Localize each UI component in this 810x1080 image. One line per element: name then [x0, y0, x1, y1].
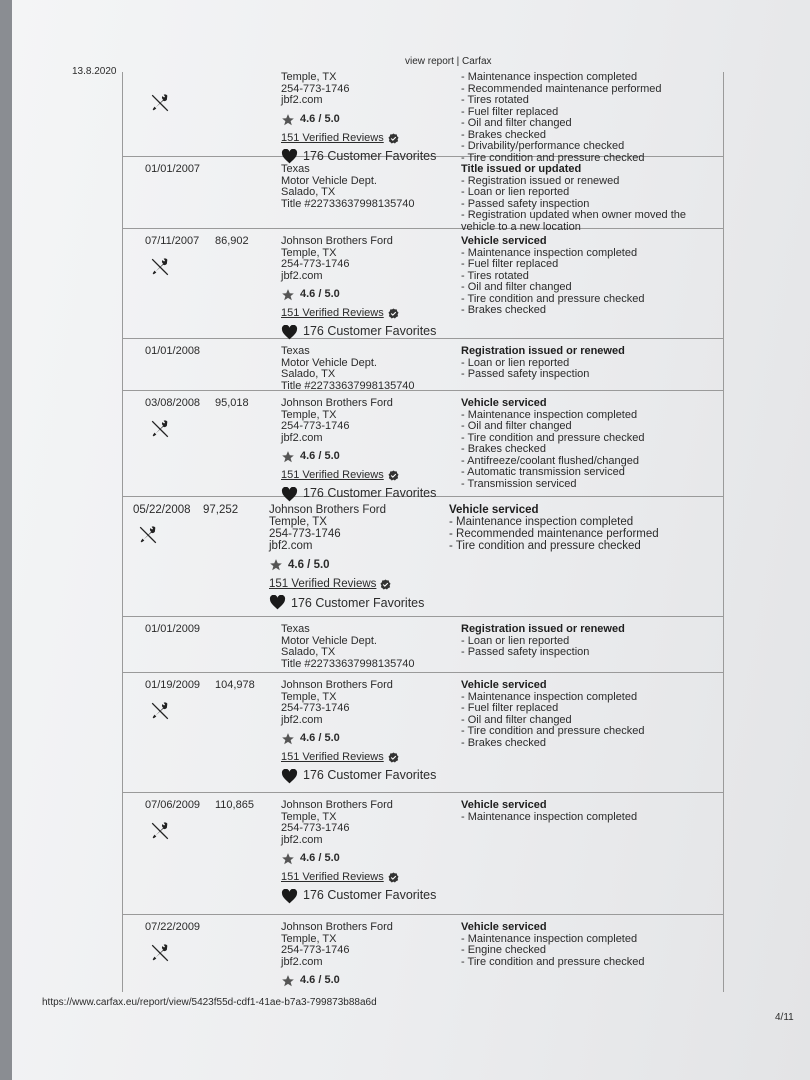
- history-record: [123, 792, 723, 915]
- details-title: Vehicle serviced: [461, 921, 547, 933]
- source-line: 254-773-1746: [281, 420, 350, 432]
- wrench-screwdriver-icon: [149, 418, 171, 440]
- rating: [281, 113, 461, 127]
- wrench-screwdriver-icon: [149, 700, 171, 722]
- history-table: [122, 72, 724, 992]
- history-record: [123, 672, 723, 793]
- source-line: Motor Vehicle Dept.: [281, 356, 377, 369]
- record-source: [281, 800, 461, 904]
- detail-line: - Tire condition and pressure checked: [461, 431, 645, 444]
- history-record: [123, 914, 723, 992]
- detail-line: - Passed safety inspection: [461, 197, 590, 210]
- verified-reviews-link[interactable]: [281, 470, 461, 482]
- record-details: [461, 624, 721, 659]
- record-details: [461, 72, 721, 164]
- customer-favorites: [281, 769, 461, 784]
- record-date: 01/01/2009: [145, 623, 201, 635]
- record-details: [461, 236, 721, 317]
- source-line: jbf2.com: [281, 431, 323, 444]
- check-badge-icon: [380, 579, 391, 590]
- record-details: [461, 346, 721, 381]
- history-record: [123, 72, 723, 164]
- wrench-screwdriver-icon: [149, 820, 171, 842]
- detail-line: - Tire condition and pressure checked: [461, 292, 645, 305]
- detail-line: - Fuel filter replaced: [461, 105, 559, 118]
- source-line: Salado, TX: [281, 646, 336, 658]
- source-line: jbf2.com: [281, 955, 323, 968]
- detail-line: - Registration issued or renewed: [461, 174, 620, 187]
- wrench-screwdriver-icon: [149, 92, 171, 114]
- record-details: [461, 164, 721, 233]
- record-source: [281, 922, 461, 988]
- source-line: Temple, TX: [281, 690, 337, 703]
- record-details: [461, 680, 721, 749]
- star-icon: [281, 450, 295, 464]
- source-line: Temple, TX: [281, 246, 337, 259]
- detail-line: - Maintenance inspection completed: [461, 690, 638, 703]
- verified-reviews-link[interactable]: [281, 872, 461, 884]
- favorites-label: 176 Customer Favorites: [303, 324, 437, 339]
- detail-line: - Automatic transmission serviced: [461, 466, 625, 478]
- detail-line: - Recommended maintenance performed: [461, 82, 662, 95]
- detail-line: - Transmission serviced: [461, 477, 577, 490]
- star-icon: [269, 558, 283, 572]
- record-date: 07/22/2009: [145, 921, 201, 933]
- rating: [281, 974, 461, 988]
- print-date: 13.8.2020: [72, 66, 117, 77]
- rating: [281, 852, 461, 866]
- record-date: 03/08/2008: [145, 397, 201, 409]
- detail-line: - Maintenance inspection completed: [461, 408, 638, 421]
- record-source: [281, 346, 461, 392]
- favorites-label: 176 Customer Favorites: [291, 595, 425, 610]
- history-record: [123, 338, 723, 391]
- favorites-label: 176 Customer Favorites: [303, 888, 437, 903]
- detail-line: - Tire condition and pressure checked: [461, 725, 645, 737]
- detail-line: - Maintenance inspection completed: [461, 932, 638, 945]
- rating: [281, 450, 461, 464]
- check-badge-icon: [388, 133, 399, 144]
- source-line: Johnson Brothers Ford: [281, 235, 393, 247]
- record-source: [281, 236, 461, 340]
- detail-line: - Maintenance inspection completed: [461, 72, 638, 83]
- customer-favorites: [281, 889, 461, 904]
- customer-favorites: [269, 595, 449, 610]
- detail-line: - Fuel filter replaced: [461, 702, 559, 714]
- record-odometer: 86,902: [215, 235, 249, 247]
- verified-reviews-link[interactable]: [281, 133, 461, 145]
- detail-line: - Tires rotated: [461, 269, 529, 282]
- detail-line: - Brakes checked: [461, 443, 546, 455]
- source-line: Texas: [281, 163, 310, 175]
- rating-value: 4.6 / 5.0: [300, 288, 340, 301]
- source-line: Temple, TX: [281, 408, 337, 421]
- record-date: 07/06/2009: [145, 799, 201, 811]
- record-details: [461, 398, 721, 490]
- check-badge-icon: [388, 470, 399, 481]
- detail-line: - Tire condition and pressure checked: [461, 151, 645, 164]
- detail-line: - Tires rotated: [461, 94, 529, 106]
- reviews-label[interactable]: 151 Verified Reviews: [281, 871, 384, 883]
- favorites-label: 176 Customer Favorites: [303, 486, 437, 501]
- source-line: 254-773-1746: [281, 702, 350, 714]
- record-source: [281, 680, 461, 784]
- record-date: 05/22/2008: [133, 504, 191, 516]
- source-line: Temple, TX: [281, 72, 337, 83]
- source-line: Motor Vehicle Dept.: [281, 174, 377, 187]
- rating-value: 4.6 / 5.0: [300, 852, 340, 865]
- verified-reviews-link[interactable]: [281, 752, 461, 764]
- details-title: Vehicle serviced: [461, 679, 547, 691]
- reviews-label[interactable]: 151 Verified Reviews: [281, 751, 384, 763]
- rating-value: 4.6 / 5.0: [300, 112, 340, 125]
- source-line: Motor Vehicle Dept.: [281, 634, 377, 647]
- detail-line: - Fuel filter replaced: [461, 258, 559, 270]
- rating-value: 4.6 / 5.0: [288, 559, 330, 571]
- source-line: Temple, TX: [269, 516, 327, 528]
- detail-line: - Loan or lien reported: [461, 186, 570, 198]
- record-source: [269, 504, 449, 610]
- detail-line: - Tire condition and pressure checked: [449, 540, 641, 552]
- check-badge-icon: [388, 752, 399, 763]
- wrench-screwdriver-icon: [149, 942, 171, 964]
- history-record: [123, 228, 723, 339]
- source-line: Title #22733637998135740: [281, 197, 415, 210]
- check-badge-icon: [388, 308, 399, 319]
- source-line: 254-773-1746: [281, 822, 350, 834]
- detail-line: - Maintenance inspection completed: [461, 810, 638, 823]
- source-line: Johnson Brothers Ford: [281, 397, 393, 409]
- source-line: jbf2.com: [269, 540, 313, 552]
- record-source: [281, 164, 461, 210]
- record-odometer: 97,252: [203, 504, 239, 516]
- star-icon: [281, 288, 295, 302]
- favorites-label: 176 Customer Favorites: [303, 768, 437, 783]
- reviews-label[interactable]: 151 Verified Reviews: [281, 307, 384, 319]
- details-title: Vehicle serviced: [449, 504, 539, 516]
- record-date: 01/01/2008: [145, 345, 201, 357]
- report-url: https://www.carfax.eu/report/view/5423f55d-cdf1-41ae-b7a3-799873b88a6d: [42, 997, 377, 1008]
- star-icon: [281, 732, 295, 746]
- detail-line: - Oil and filter changed: [461, 281, 572, 293]
- source-line: Salado, TX: [281, 186, 336, 198]
- source-line: Title #22733637998135740: [281, 657, 415, 670]
- detail-line: vehicle to a new location: [461, 220, 581, 233]
- rating: [269, 558, 449, 572]
- record-details: [461, 800, 721, 823]
- detail-line: - Maintenance inspection completed: [461, 246, 638, 259]
- record-date: 01/01/2007: [145, 163, 201, 175]
- detail-line: - Maintenance inspection completed: [449, 516, 634, 528]
- source-line: Johnson Brothers Ford: [281, 679, 393, 691]
- source-line: Salado, TX: [281, 368, 336, 380]
- record-odometer: 110,865: [215, 799, 254, 811]
- source-line: jbf2.com: [281, 833, 323, 846]
- detail-line: - Loan or lien reported: [461, 356, 570, 369]
- record-source: [281, 72, 461, 164]
- history-record: [123, 616, 723, 673]
- heart-icon: [269, 595, 286, 610]
- star-icon: [281, 113, 295, 127]
- detail-line: - Passed safety inspection: [461, 368, 590, 380]
- rating-value: 4.6 / 5.0: [300, 450, 340, 463]
- source-line: jbf2.com: [281, 713, 323, 726]
- source-line: Texas: [281, 345, 310, 357]
- source-line: Johnson Brothers Ford: [269, 504, 386, 516]
- history-record: [122, 496, 724, 617]
- detail-line: - Oil and filter changed: [461, 713, 572, 726]
- star-icon: [281, 852, 295, 866]
- detail-line: - Brakes checked: [461, 736, 546, 749]
- detail-line: - Engine checked: [461, 944, 546, 956]
- wrench-screwdriver-icon: [137, 524, 159, 546]
- details-title: Registration issued or renewed: [461, 345, 625, 357]
- printed-page: [12, 0, 810, 1080]
- rating-value: 4.6 / 5.0: [300, 732, 340, 745]
- source-line: 254-773-1746: [281, 82, 350, 95]
- details-title: Vehicle serviced: [461, 397, 547, 409]
- rating: [281, 288, 461, 302]
- source-line: Texas: [281, 623, 310, 635]
- source-line: Title #22733637998135740: [281, 379, 415, 392]
- source-line: Johnson Brothers Ford: [281, 799, 393, 811]
- verified-reviews-link[interactable]: [281, 308, 461, 320]
- reviews-label[interactable]: 151 Verified Reviews: [281, 469, 384, 481]
- details-title: Vehicle serviced: [461, 235, 547, 247]
- detail-line: - Drivability/performance checked: [461, 140, 625, 152]
- detail-line: - Antifreeze/coolant flushed/changed: [461, 454, 639, 467]
- source-line: jbf2.com: [281, 269, 323, 282]
- record-details: [449, 504, 709, 552]
- reviews-label[interactable]: 151 Verified Reviews: [269, 578, 377, 590]
- details-title: Title issued or updated: [461, 163, 582, 175]
- source-line: jbf2.com: [281, 94, 323, 106]
- rating-value: 4.6 / 5.0: [300, 974, 340, 987]
- source-line: 254-773-1746: [281, 944, 350, 956]
- verified-reviews-link[interactable]: [269, 578, 449, 590]
- detail-line: - Oil and filter changed: [461, 117, 572, 129]
- source-line: 254-773-1746: [281, 258, 350, 270]
- record-details: [461, 922, 721, 968]
- record-source: [281, 398, 461, 502]
- print-title: view report | Carfax: [405, 56, 492, 67]
- record-date: 01/19/2009: [145, 679, 201, 691]
- detail-line: - Recommended maintenance performed: [449, 528, 659, 540]
- record-date: 07/11/2007: [145, 235, 200, 247]
- check-badge-icon: [388, 872, 399, 883]
- source-line: 254-773-1746: [269, 528, 341, 540]
- detail-line: - Registration updated when owner moved the: [461, 209, 687, 221]
- page-number: 4/11: [775, 1012, 794, 1023]
- record-source: [281, 624, 461, 670]
- record-odometer: 104,978: [215, 679, 255, 691]
- source-line: Johnson Brothers Ford: [281, 921, 393, 933]
- reviews-label[interactable]: 151 Verified Reviews: [281, 131, 384, 144]
- detail-line: - Brakes checked: [461, 304, 546, 316]
- source-line: Temple, TX: [281, 810, 337, 823]
- heart-icon: [281, 769, 298, 784]
- rating: [281, 732, 461, 746]
- wrench-screwdriver-icon: [149, 256, 171, 278]
- detail-line: - Tire condition and pressure checked: [461, 955, 645, 968]
- history-record: [123, 390, 723, 501]
- detail-line: - Oil and filter changed: [461, 420, 572, 432]
- heart-icon: [281, 889, 298, 904]
- detail-line: - Loan or lien reported: [461, 634, 570, 647]
- history-record: [123, 156, 723, 233]
- details-title: Vehicle serviced: [461, 799, 547, 811]
- source-line: Temple, TX: [281, 932, 337, 945]
- record-odometer: 95,018: [215, 397, 249, 409]
- details-title: Registration issued or renewed: [461, 623, 625, 635]
- detail-line: - Passed safety inspection: [461, 646, 590, 658]
- detail-line: - Brakes checked: [461, 128, 546, 141]
- favorites-label: 176 Customer Favorites: [303, 148, 437, 163]
- star-icon: [281, 974, 295, 988]
